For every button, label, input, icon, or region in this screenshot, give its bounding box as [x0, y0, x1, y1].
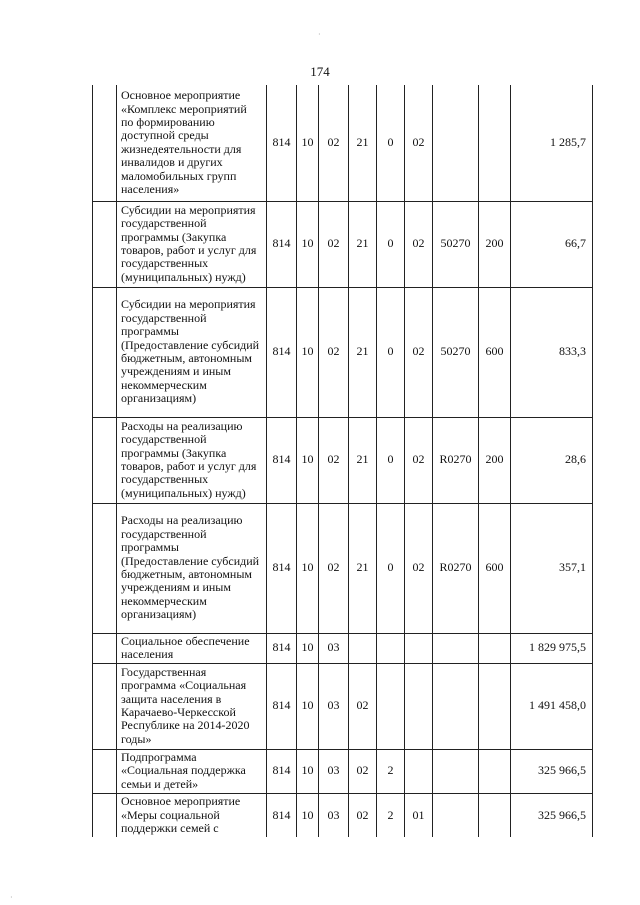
table-row [93, 749, 593, 793]
subsection-code-cell: 02 [319, 287, 349, 417]
program-code-cell: 02 [349, 749, 377, 793]
blank-cell [93, 749, 117, 793]
blank-cell [93, 287, 117, 417]
table-row [93, 287, 593, 417]
blank-cell [93, 633, 117, 663]
activity-code-cell: 02 [405, 417, 433, 503]
program-code-cell: 21 [349, 503, 377, 633]
ministry-code-cell: 814 [267, 201, 297, 287]
scan-speck: · [10, 893, 13, 902]
expense-type-code-cell: 200 [479, 201, 511, 287]
subprogram-code-cell: 0 [377, 201, 405, 287]
expense-name-cell: Подпрограмма «Социальная поддержка семьи и детей» [117, 749, 267, 793]
subsection-code-cell: 02 [319, 85, 349, 201]
ministry-code-cell: 814 [267, 287, 297, 417]
subprogram-code-cell: 2 [377, 749, 405, 793]
activity-code-cell: 02 [405, 201, 433, 287]
section-code-cell: 10 [297, 633, 319, 663]
expense-type-code-cell: 200 [479, 417, 511, 503]
table-row [93, 503, 593, 633]
activity-code-cell: 02 [405, 85, 433, 201]
expense-name-cell: Социальное обеспечение населения [117, 633, 267, 663]
expense-name-cell: Расходы на реализацию государственной программы (Предоставление субсидий бюджетным, автономным учреждениям и иным некоммерческим организациям) [117, 503, 267, 633]
direction-code-cell [433, 663, 479, 749]
ministry-code-cell: 814 [267, 793, 297, 837]
subsection-code-cell: 03 [319, 749, 349, 793]
amount-cell: 1 491 458,0 [511, 663, 593, 749]
section-code-cell: 10 [297, 663, 319, 749]
table-row [93, 633, 593, 663]
ministry-code-cell: 814 [267, 85, 297, 201]
direction-code-cell: R0270 [433, 503, 479, 633]
amount-cell: 1 829 975,5 [511, 633, 593, 663]
subprogram-code-cell: 0 [377, 417, 405, 503]
direction-code-cell: 50270 [433, 287, 479, 417]
activity-code-cell [405, 749, 433, 793]
blank-cell [93, 793, 117, 837]
subprogram-code-cell: 2 [377, 793, 405, 837]
amount-cell: 357,1 [511, 503, 593, 633]
subsection-code-cell: 02 [319, 201, 349, 287]
program-code-cell: 21 [349, 287, 377, 417]
ministry-code-cell: 814 [267, 633, 297, 663]
expense-name-cell: Государственная программа «Социальная защита населения в Карачаево-Черкесской Республике на 2014-2020 годы» [117, 663, 267, 749]
subprogram-code-cell [377, 663, 405, 749]
table-row [93, 85, 593, 201]
section-code-cell: 10 [297, 201, 319, 287]
subprogram-code-cell: 0 [377, 503, 405, 633]
program-code-cell [349, 633, 377, 663]
expense-name-cell: Субсидии на мероприятия государственной программы (Закупка товаров, работ и услуг для государственных (муниципальных) нужд) [117, 201, 267, 287]
ministry-code-cell: 814 [267, 417, 297, 503]
activity-code-cell [405, 663, 433, 749]
amount-cell: 325 966,5 [511, 793, 593, 837]
direction-code-cell [433, 633, 479, 663]
subsection-code-cell: 03 [319, 633, 349, 663]
expense-type-code-cell [479, 793, 511, 837]
program-code-cell: 21 [349, 201, 377, 287]
activity-code-cell: 01 [405, 793, 433, 837]
subsection-code-cell: 03 [319, 663, 349, 749]
expense-type-code-cell [479, 749, 511, 793]
program-code-cell: 21 [349, 85, 377, 201]
section-code-cell: 10 [297, 85, 319, 201]
blank-cell [93, 663, 117, 749]
activity-code-cell [405, 633, 433, 663]
blank-cell [93, 417, 117, 503]
direction-code-cell: R0270 [433, 417, 479, 503]
blank-cell [93, 503, 117, 633]
subprogram-code-cell: 0 [377, 287, 405, 417]
amount-cell: 66,7 [511, 201, 593, 287]
ministry-code-cell: 814 [267, 749, 297, 793]
section-code-cell: 10 [297, 749, 319, 793]
table-row [93, 417, 593, 503]
expense-type-code-cell [479, 85, 511, 201]
program-code-cell: 02 [349, 793, 377, 837]
table-row [93, 201, 593, 287]
expense-name-cell: Расходы на реализацию государственной программы (Закупка товаров, работ и услуг для государственных (муниципальных) нужд) [117, 417, 267, 503]
direction-code-cell: 50270 [433, 201, 479, 287]
section-code-cell: 10 [297, 503, 319, 633]
table-row [93, 793, 593, 837]
section-code-cell: 10 [297, 793, 319, 837]
expense-name-cell: Основное мероприятие «Меры социальной поддержки семей с [117, 793, 267, 837]
expense-type-code-cell [479, 633, 511, 663]
amount-cell: 325 966,5 [511, 749, 593, 793]
page-number: 174 [310, 64, 330, 79]
budget-table [92, 85, 593, 837]
expense-type-code-cell [479, 663, 511, 749]
amount-cell: 28,6 [511, 417, 593, 503]
amount-cell: 833,3 [511, 287, 593, 417]
subprogram-code-cell [377, 633, 405, 663]
blank-cell [93, 85, 117, 201]
ministry-code-cell: 814 [267, 503, 297, 633]
section-code-cell: 10 [297, 417, 319, 503]
direction-code-cell [433, 85, 479, 201]
subsection-code-cell: 02 [319, 417, 349, 503]
subprogram-code-cell: 0 [377, 85, 405, 201]
expense-type-code-cell: 600 [479, 287, 511, 417]
activity-code-cell: 02 [405, 503, 433, 633]
program-code-cell: 02 [349, 663, 377, 749]
amount-cell: 1 285,7 [511, 85, 593, 201]
direction-code-cell [433, 793, 479, 837]
expense-name-cell: Субсидии на мероприятия государственной программы (Предоставление субсидий бюджетным, автономным учреждениям и иным некоммерческим организациям) [117, 287, 267, 417]
expense-name-cell: Основное мероприятие «Комплекс мероприятий по формированию доступной среды жизнедеятельности для инвалидов и других маломобильных групп населения» [117, 85, 267, 201]
activity-code-cell: 02 [405, 287, 433, 417]
expense-type-code-cell: 600 [479, 503, 511, 633]
scan-speck: · [318, 30, 321, 39]
blank-cell [93, 201, 117, 287]
direction-code-cell [433, 749, 479, 793]
ministry-code-cell: 814 [267, 663, 297, 749]
program-code-cell: 21 [349, 417, 377, 503]
subsection-code-cell: 03 [319, 793, 349, 837]
section-code-cell: 10 [297, 287, 319, 417]
subsection-code-cell: 02 [319, 503, 349, 633]
table-row [93, 663, 593, 749]
